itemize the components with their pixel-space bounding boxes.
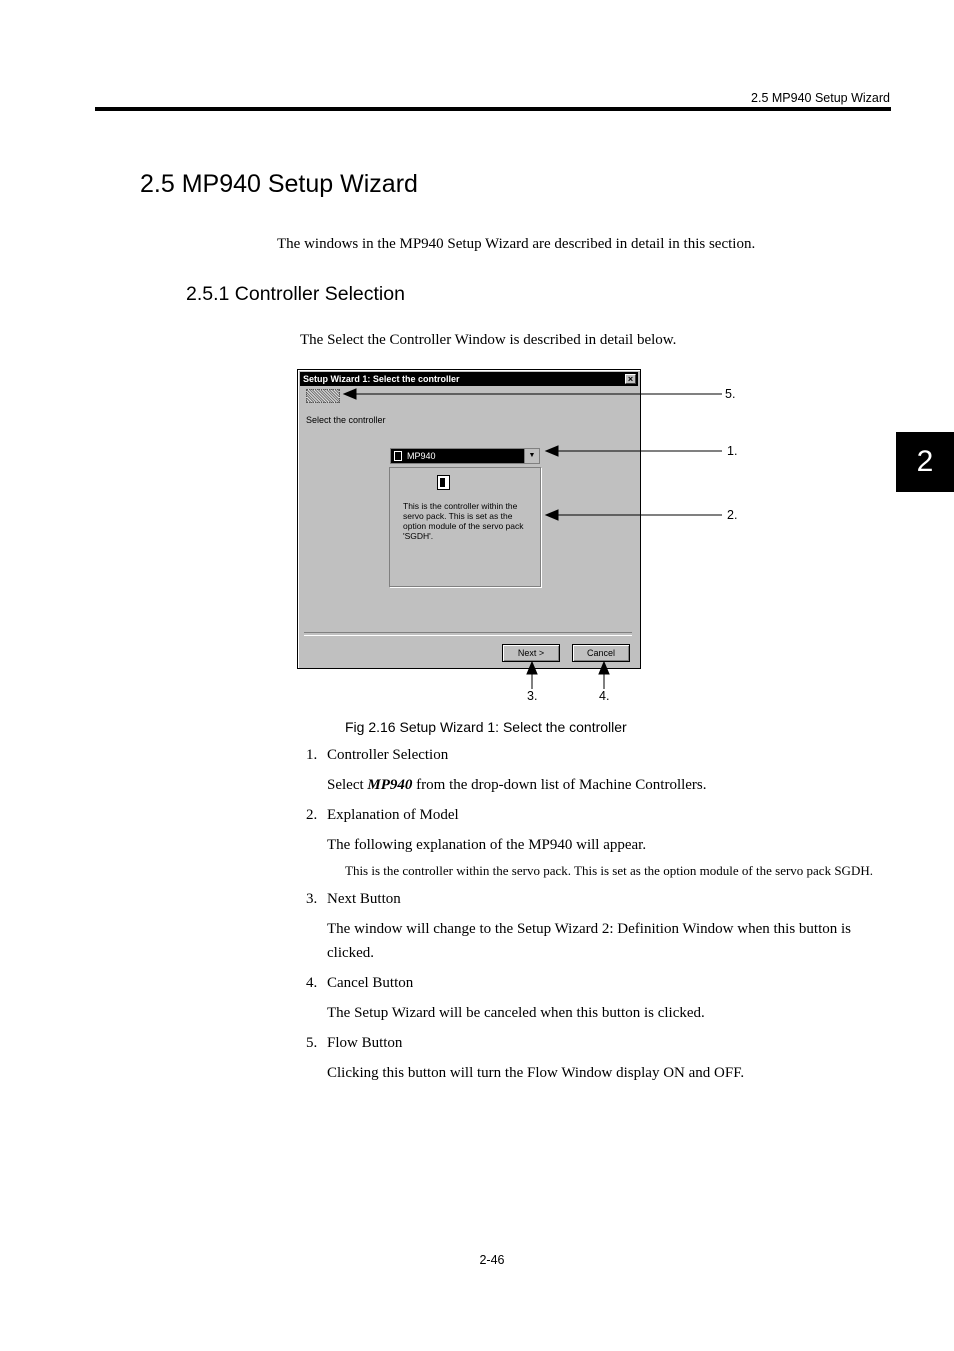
item-heading: Next Button — [327, 891, 401, 907]
section-title: 2.5 MP940 Setup Wizard — [140, 170, 418, 198]
item-body — [327, 773, 896, 797]
subsection-intro: The Select the Controller Window is described in detail below. — [300, 332, 677, 348]
select-controller-label: Select the controller — [306, 415, 386, 425]
item-body: The Setup Wizard will be canceled when this button is clicked. — [327, 1005, 705, 1021]
item-number: 2. — [306, 807, 318, 823]
chevron-down-icon[interactable]: ▼ — [524, 449, 539, 463]
item-heading: Explanation of Model — [327, 807, 459, 823]
item-number: 1. — [306, 747, 318, 763]
item-emphasis: MP940 — [367, 777, 413, 793]
item-number: 5. — [306, 1035, 318, 1051]
callout-5: 5. — [725, 387, 736, 401]
subsection-title: 2.5.1 Controller Selection — [186, 283, 405, 305]
list-item — [306, 744, 896, 804]
item-heading: Cancel Button — [327, 975, 414, 991]
item-quote: This is the controller within the servo pack. This is set as the option module of the servo pack SGDH. — [345, 863, 873, 878]
item-number: 4. — [306, 975, 318, 991]
list-item — [306, 972, 896, 1032]
dialog-title: Setup Wizard 1: Select the controller — [303, 374, 460, 384]
next-button[interactable]: Next > — [502, 644, 560, 662]
page-number: 2-46 — [479, 1253, 505, 1267]
item-body: The window will change to the Setup Wizard 2: Definition Window when this button is clicked. — [327, 921, 851, 961]
chapter-tab: 2 — [896, 432, 954, 492]
callout-1: 1. — [727, 444, 738, 458]
item-list — [306, 744, 896, 1085]
item-heading: Flow Button — [327, 1035, 403, 1051]
item-text: from the drop-down list of Machine Controllers. — [412, 777, 707, 793]
item-text: Select — [327, 777, 368, 793]
section-intro: The windows in the MP940 Setup Wizard are described in detail in this section. — [277, 236, 756, 252]
figure-caption: Fig 2.16 Setup Wizard 1: Select the controller — [345, 719, 627, 735]
controller-dropdown-value: MP940 — [407, 451, 436, 461]
callout-3: 3. — [527, 689, 538, 703]
list-item — [306, 888, 896, 972]
model-explanation-text: This is the controller within the servo pack. This is set as the option module of the servo pack 'SGDH'. — [403, 501, 524, 541]
item-number: 3. — [306, 891, 318, 907]
cancel-button[interactable]: Cancel — [572, 644, 630, 662]
list-item — [306, 1032, 896, 1085]
list-item — [306, 804, 896, 888]
item-heading: Controller Selection — [327, 747, 449, 763]
close-icon[interactable]: × — [625, 374, 636, 384]
callout-4: 4. — [599, 689, 610, 703]
item-body: Clicking this button will turn the Flow Window display ON and OFF. — [327, 1065, 745, 1081]
running-header: 2.5 MP940 Setup Wizard — [751, 91, 890, 105]
callout-2: 2. — [727, 508, 738, 522]
item-body: The following explanation of the MP940 will appear. — [327, 837, 647, 853]
